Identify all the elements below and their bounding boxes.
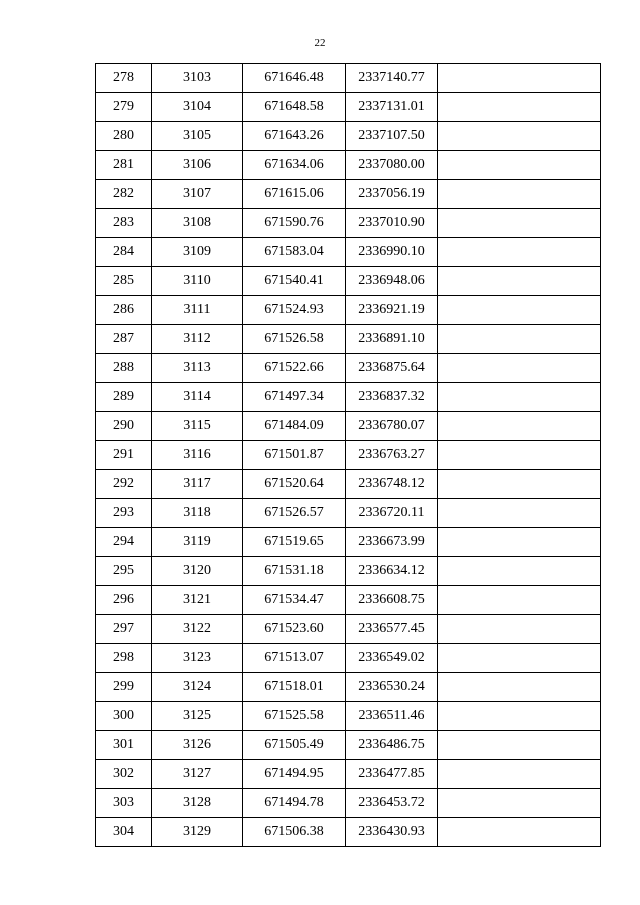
note-cell bbox=[438, 470, 601, 499]
table-row bbox=[96, 93, 601, 122]
note-cell bbox=[438, 296, 601, 325]
point-id-cell: 3106 bbox=[152, 151, 243, 180]
table-row bbox=[96, 267, 601, 296]
note-cell bbox=[438, 760, 601, 789]
note-cell bbox=[438, 644, 601, 673]
row-number-cell: 287 bbox=[96, 325, 152, 354]
x-coordinate-cell: 671505.49 bbox=[243, 731, 346, 760]
x-coordinate-cell: 671531.18 bbox=[243, 557, 346, 586]
y-coordinate-cell: 2336763.27 bbox=[346, 441, 438, 470]
row-number-cell: 280 bbox=[96, 122, 152, 151]
table-row bbox=[96, 615, 601, 644]
note-cell bbox=[438, 557, 601, 586]
table-row bbox=[96, 296, 601, 325]
note-cell bbox=[438, 586, 601, 615]
note-cell bbox=[438, 818, 601, 847]
row-number-cell: 295 bbox=[96, 557, 152, 586]
x-coordinate-cell: 671583.04 bbox=[243, 238, 346, 267]
table-row bbox=[96, 557, 601, 586]
note-cell bbox=[438, 209, 601, 238]
x-coordinate-cell: 671494.78 bbox=[243, 789, 346, 818]
x-coordinate-cell: 671590.76 bbox=[243, 209, 346, 238]
x-coordinate-cell: 671520.64 bbox=[243, 470, 346, 499]
y-coordinate-cell: 2336477.85 bbox=[346, 760, 438, 789]
row-number-cell: 303 bbox=[96, 789, 152, 818]
x-coordinate-cell: 671501.87 bbox=[243, 441, 346, 470]
point-id-cell: 3122 bbox=[152, 615, 243, 644]
row-number-cell: 298 bbox=[96, 644, 152, 673]
table-row bbox=[96, 818, 601, 847]
row-number-cell: 284 bbox=[96, 238, 152, 267]
y-coordinate-cell: 2336948.06 bbox=[346, 267, 438, 296]
row-number-cell: 301 bbox=[96, 731, 152, 760]
table-row bbox=[96, 441, 601, 470]
x-coordinate-cell: 671525.58 bbox=[243, 702, 346, 731]
row-number-cell: 283 bbox=[96, 209, 152, 238]
y-coordinate-cell: 2336430.93 bbox=[346, 818, 438, 847]
row-number-cell: 279 bbox=[96, 93, 152, 122]
y-coordinate-cell: 2336990.10 bbox=[346, 238, 438, 267]
y-coordinate-cell: 2336720.11 bbox=[346, 499, 438, 528]
x-coordinate-cell: 671484.09 bbox=[243, 412, 346, 441]
point-id-cell: 3110 bbox=[152, 267, 243, 296]
note-cell bbox=[438, 64, 601, 93]
note-cell bbox=[438, 615, 601, 644]
row-number-cell: 282 bbox=[96, 180, 152, 209]
y-coordinate-cell: 2336837.32 bbox=[346, 383, 438, 412]
row-number-cell: 291 bbox=[96, 441, 152, 470]
table-row bbox=[96, 383, 601, 412]
y-coordinate-cell: 2337131.01 bbox=[346, 93, 438, 122]
y-coordinate-cell: 2336634.12 bbox=[346, 557, 438, 586]
point-id-cell: 3113 bbox=[152, 354, 243, 383]
table-row bbox=[96, 470, 601, 499]
row-number-cell: 281 bbox=[96, 151, 152, 180]
row-number-cell: 296 bbox=[96, 586, 152, 615]
point-id-cell: 3109 bbox=[152, 238, 243, 267]
note-cell bbox=[438, 180, 601, 209]
y-coordinate-cell: 2336875.64 bbox=[346, 354, 438, 383]
x-coordinate-cell: 671522.66 bbox=[243, 354, 346, 383]
y-coordinate-cell: 2336530.24 bbox=[346, 673, 438, 702]
y-coordinate-cell: 2337107.50 bbox=[346, 122, 438, 151]
point-id-cell: 3128 bbox=[152, 789, 243, 818]
y-coordinate-cell: 2336673.99 bbox=[346, 528, 438, 557]
point-id-cell: 3107 bbox=[152, 180, 243, 209]
y-coordinate-cell: 2336577.45 bbox=[346, 615, 438, 644]
table-row bbox=[96, 412, 601, 441]
point-id-cell: 3124 bbox=[152, 673, 243, 702]
table-row bbox=[96, 789, 601, 818]
table-row bbox=[96, 528, 601, 557]
row-number-cell: 304 bbox=[96, 818, 152, 847]
point-id-cell: 3108 bbox=[152, 209, 243, 238]
row-number-cell: 297 bbox=[96, 615, 152, 644]
table-row bbox=[96, 238, 601, 267]
point-id-cell: 3116 bbox=[152, 441, 243, 470]
note-cell bbox=[438, 238, 601, 267]
x-coordinate-cell: 671643.26 bbox=[243, 122, 346, 151]
y-coordinate-cell: 2337010.90 bbox=[346, 209, 438, 238]
x-coordinate-cell: 671646.48 bbox=[243, 64, 346, 93]
y-coordinate-cell: 2336608.75 bbox=[346, 586, 438, 615]
row-number-cell: 289 bbox=[96, 383, 152, 412]
x-coordinate-cell: 671648.58 bbox=[243, 93, 346, 122]
table-row bbox=[96, 151, 601, 180]
point-id-cell: 3118 bbox=[152, 499, 243, 528]
row-number-cell: 292 bbox=[96, 470, 152, 499]
point-id-cell: 3127 bbox=[152, 760, 243, 789]
point-id-cell: 3126 bbox=[152, 731, 243, 760]
table-row bbox=[96, 209, 601, 238]
x-coordinate-cell: 671513.07 bbox=[243, 644, 346, 673]
x-coordinate-cell: 671634.06 bbox=[243, 151, 346, 180]
row-number-cell: 290 bbox=[96, 412, 152, 441]
table-body bbox=[96, 64, 601, 847]
note-cell bbox=[438, 267, 601, 296]
y-coordinate-cell: 2336549.02 bbox=[346, 644, 438, 673]
note-cell bbox=[438, 789, 601, 818]
point-id-cell: 3120 bbox=[152, 557, 243, 586]
note-cell bbox=[438, 702, 601, 731]
y-coordinate-cell: 2336780.07 bbox=[346, 412, 438, 441]
point-id-cell: 3112 bbox=[152, 325, 243, 354]
note-cell bbox=[438, 673, 601, 702]
point-id-cell: 3114 bbox=[152, 383, 243, 412]
table-row bbox=[96, 499, 601, 528]
point-id-cell: 3121 bbox=[152, 586, 243, 615]
coordinate-table bbox=[95, 63, 601, 847]
y-coordinate-cell: 2336453.72 bbox=[346, 789, 438, 818]
x-coordinate-cell: 671518.01 bbox=[243, 673, 346, 702]
y-coordinate-cell: 2337140.77 bbox=[346, 64, 438, 93]
table-row bbox=[96, 731, 601, 760]
table-row bbox=[96, 354, 601, 383]
x-coordinate-cell: 671524.93 bbox=[243, 296, 346, 325]
y-coordinate-cell: 2336921.19 bbox=[346, 296, 438, 325]
y-coordinate-cell: 2336486.75 bbox=[346, 731, 438, 760]
table-row bbox=[96, 180, 601, 209]
note-cell bbox=[438, 731, 601, 760]
note-cell bbox=[438, 441, 601, 470]
row-number-cell: 302 bbox=[96, 760, 152, 789]
row-number-cell: 294 bbox=[96, 528, 152, 557]
x-coordinate-cell: 671526.58 bbox=[243, 325, 346, 354]
x-coordinate-cell: 671540.41 bbox=[243, 267, 346, 296]
x-coordinate-cell: 671497.34 bbox=[243, 383, 346, 412]
row-number-cell: 278 bbox=[96, 64, 152, 93]
note-cell bbox=[438, 499, 601, 528]
page-number: 22 bbox=[314, 37, 326, 49]
y-coordinate-cell: 2336511.46 bbox=[346, 702, 438, 731]
table-row bbox=[96, 673, 601, 702]
note-cell bbox=[438, 383, 601, 412]
y-coordinate-cell: 2336891.10 bbox=[346, 325, 438, 354]
point-id-cell: 3117 bbox=[152, 470, 243, 499]
point-id-cell: 3123 bbox=[152, 644, 243, 673]
y-coordinate-cell: 2337080.00 bbox=[346, 151, 438, 180]
note-cell bbox=[438, 151, 601, 180]
point-id-cell: 3115 bbox=[152, 412, 243, 441]
note-cell bbox=[438, 354, 601, 383]
table-row bbox=[96, 64, 601, 93]
point-id-cell: 3129 bbox=[152, 818, 243, 847]
x-coordinate-cell: 671523.60 bbox=[243, 615, 346, 644]
row-number-cell: 288 bbox=[96, 354, 152, 383]
x-coordinate-cell: 671526.57 bbox=[243, 499, 346, 528]
table-row bbox=[96, 760, 601, 789]
table-row bbox=[96, 586, 601, 615]
row-number-cell: 285 bbox=[96, 267, 152, 296]
point-id-cell: 3111 bbox=[152, 296, 243, 325]
row-number-cell: 286 bbox=[96, 296, 152, 325]
table-row bbox=[96, 702, 601, 731]
y-coordinate-cell: 2336748.12 bbox=[346, 470, 438, 499]
note-cell bbox=[438, 93, 601, 122]
x-coordinate-cell: 671615.06 bbox=[243, 180, 346, 209]
x-coordinate-cell: 671534.47 bbox=[243, 586, 346, 615]
note-cell bbox=[438, 412, 601, 441]
row-number-cell: 299 bbox=[96, 673, 152, 702]
point-id-cell: 3125 bbox=[152, 702, 243, 731]
point-id-cell: 3104 bbox=[152, 93, 243, 122]
point-id-cell: 3119 bbox=[152, 528, 243, 557]
x-coordinate-cell: 671506.38 bbox=[243, 818, 346, 847]
note-cell bbox=[438, 122, 601, 151]
y-coordinate-cell: 2337056.19 bbox=[346, 180, 438, 209]
point-id-cell: 3105 bbox=[152, 122, 243, 151]
table-row bbox=[96, 122, 601, 151]
row-number-cell: 300 bbox=[96, 702, 152, 731]
row-number-cell: 293 bbox=[96, 499, 152, 528]
note-cell bbox=[438, 528, 601, 557]
x-coordinate-cell: 671494.95 bbox=[243, 760, 346, 789]
table-row bbox=[96, 644, 601, 673]
point-id-cell: 3103 bbox=[152, 64, 243, 93]
note-cell bbox=[438, 325, 601, 354]
x-coordinate-cell: 671519.65 bbox=[243, 528, 346, 557]
table-row bbox=[96, 325, 601, 354]
